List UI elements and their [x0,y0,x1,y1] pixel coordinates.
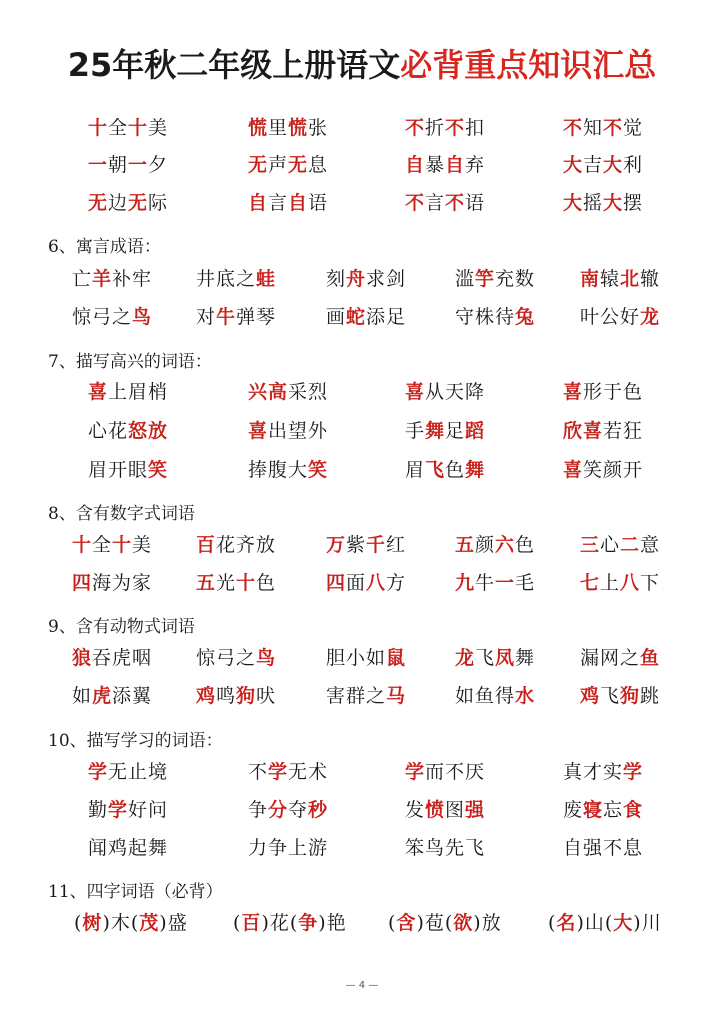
highlight-char: 大 [563,154,584,176]
phrase-item: 学无止境 [88,761,169,783]
phrase-item: 胆小如鼠 [326,647,407,669]
phrase-item: 不言不语 [405,192,486,214]
highlight-char: 十 [128,117,149,139]
phrase-item: 九牛一毛 [455,572,536,594]
phrase-item: 不知不觉 [563,117,644,139]
highlight-char: 无 [248,154,269,176]
highlight-char: 蛙 [256,268,277,290]
highlight-char: 自 [405,154,426,176]
phrase-row [0,833,724,863]
phrase-item: 三心二意 [580,534,661,556]
highlight-char: 自 [445,154,466,176]
highlight-char: 五 [455,534,476,556]
highlight-char: 大 [603,154,624,176]
highlight-char: 八 [620,572,641,594]
phrase-item: 不折不扣 [405,117,486,139]
highlight-char: 狗 [236,685,257,707]
highlight-char: 学 [108,799,129,821]
phrase-item: 井底之蛙 [196,268,277,290]
highlight-char: 争 [298,912,319,934]
highlight-char: 茂 [139,912,160,934]
highlight-char: 学 [268,761,289,783]
highlight-char: 大 [603,192,624,214]
highlight-char: 马 [386,685,407,707]
phrase-item: 如鱼得水 [455,685,536,707]
phrase-item: 慌里慌张 [248,117,329,139]
highlight-char: 一 [88,154,109,176]
phrase-item: 眉开眼笑 [88,459,169,481]
highlight-char: 无 [288,154,309,176]
phrase-item: 万紫千红 [326,534,407,556]
highlight-char: 笑 [148,459,169,481]
highlight-char: 八 [366,572,387,594]
phrase-item: 亡羊补牢 [72,268,153,290]
highlight-char: 四 [326,572,347,594]
highlight-char: 千 [366,534,387,556]
phrase-item: 惊弓之鸟 [72,306,153,328]
phrase-item: (树)木(茂)盛 [74,912,188,934]
highlight-char: 鸡 [196,685,217,707]
phrase-item: 争分夺秒 [248,799,329,821]
highlight-char: 不 [603,117,624,139]
highlight-char: 分 [268,799,289,821]
phrase-item: 龙飞凤舞 [455,647,536,669]
highlight-char: 名 [556,912,577,934]
phrase-item: 狼吞虎咽 [72,647,153,669]
phrase-item: 学而不厌 [405,761,486,783]
highlight-char: 一 [128,154,149,176]
section-heading: 7、描写高兴的词语： [48,352,212,372]
highlight-char: 不 [563,117,584,139]
highlight-char: 凤 [495,647,516,669]
highlight-char: 无 [88,192,109,214]
phrase-item: 喜从天降 [405,381,486,403]
phrase-item: 五光十色 [196,572,277,594]
highlight-char: 蹈 [465,420,486,442]
highlight-char: 六 [495,534,516,556]
title-main: 25年秋二年级上册语文 [67,46,401,84]
phrase-item: 鸡鸣狗吠 [196,685,277,707]
highlight-char: 兔 [515,306,536,328]
phrase-row [0,455,724,485]
phrase-item: 力争上游 [248,837,329,859]
phrase-item: 自言自语 [248,192,329,214]
phrase-item: 如虎添翼 [72,685,153,707]
highlight-char: 喜 [88,381,109,403]
phrase-item: 自暴自弃 [405,154,486,176]
highlight-char: 食 [623,799,644,821]
highlight-char: 自 [248,192,269,214]
phrase-item: 画蛇添足 [326,306,407,328]
phrase-item: 七上八下 [580,572,661,594]
page-number: — 4 — [345,980,379,991]
section-heading: 10、描写学习的词语： [48,731,223,751]
highlight-char: 怒放 [128,420,169,442]
phrase-item: 自强不息 [563,837,644,859]
phrase-item: 真才实学 [563,761,644,783]
phrase-item: 漏网之鱼 [580,647,661,669]
phrase-item: 不学无术 [248,761,329,783]
highlight-char: 鸡 [580,685,601,707]
phrase-item: 百花齐放 [196,534,277,556]
highlight-char: 竽 [475,268,496,290]
phrase-item: 笨鸟先飞 [405,837,486,859]
highlight-char: 愤 [425,799,446,821]
highlight-char: 学 [405,761,426,783]
highlight-char: 喜 [563,381,584,403]
highlight-char: 兴高 [248,381,289,403]
highlight-char: 九 [455,572,476,594]
phrase-item: (百)花(争)艳 [233,912,347,934]
highlight-char: 羊 [92,268,113,290]
highlight-char: 龙 [455,647,476,669]
highlight-char: 四 [72,572,93,594]
phrase-row [0,908,724,938]
highlight-char: 大 [563,192,584,214]
highlight-char: 五 [196,572,217,594]
highlight-char: 学 [623,761,644,783]
highlight-char: 喜 [563,459,584,481]
highlight-char: 十 [112,534,133,556]
highlight-char: 不 [405,192,426,214]
phrase-row [0,188,724,218]
highlight-char: 秒 [308,799,329,821]
highlight-char: 喜 [248,420,269,442]
highlight-char: 三 [580,534,601,556]
highlight-char: 不 [405,117,426,139]
phrase-item: 眉飞色舞 [405,459,486,481]
highlight-char: 舞 [465,459,486,481]
phrase-item: 十全十美 [88,117,169,139]
highlight-char: 鸟 [256,647,277,669]
phrase-row [0,795,724,825]
highlight-char: 慌 [288,117,309,139]
section-heading: 8、含有数字式词语 [48,504,195,524]
phrase-row [0,377,724,407]
section-heading: 6、寓言成语： [48,237,161,257]
phrase-row [0,530,724,560]
phrase-row [0,643,724,673]
phrase-item: 四面八方 [326,572,407,594]
phrase-row [0,757,724,787]
highlight-char: 万 [326,534,347,556]
highlight-char: 二 [620,534,641,556]
highlight-char: 喜 [405,381,426,403]
highlight-char: 十 [236,572,257,594]
highlight-char: 无 [128,192,149,214]
highlight-char: 舞 [425,420,446,442]
highlight-char: 北 [620,268,641,290]
highlight-char: 百 [241,912,262,934]
highlight-char: 欲 [453,912,474,934]
phrase-item: 对牛弹琴 [196,306,277,328]
phrase-item: 大摇大摆 [563,192,644,214]
phrase-item: 五颜六色 [455,534,536,556]
phrase-row [0,150,724,180]
phrase-item: 喜笑颜开 [563,459,644,481]
phrase-item: (名)山(大)川 [548,912,662,934]
phrase-item: 捧腹大笑 [248,459,329,481]
highlight-char: 鼠 [386,647,407,669]
phrase-item: 南辕北辙 [580,268,661,290]
highlight-char: 狗 [620,685,641,707]
highlight-char: 蛇 [346,306,367,328]
phrase-row [0,681,724,711]
phrase-item: 大吉大利 [563,154,644,176]
phrase-item: 滥竽充数 [455,268,536,290]
phrase-row [0,264,724,294]
highlight-char: 七 [580,572,601,594]
highlight-char: 欣喜 [563,420,604,442]
phrase-row [0,113,724,143]
phrase-item: 兴高采烈 [248,381,329,403]
highlight-char: 慌 [248,117,269,139]
phrase-item: 喜上眉梢 [88,381,169,403]
section-heading: 11、四字词语（必背） [48,882,223,902]
highlight-char: 学 [88,761,109,783]
highlight-char: 狼 [72,647,93,669]
highlight-char: 鸟 [132,306,153,328]
highlight-char: 舟 [346,268,367,290]
phrase-item: 勤学好问 [88,799,169,821]
highlight-char: 虎 [92,685,113,707]
phrase-item: 惊弓之鸟 [196,647,277,669]
phrase-item: 一朝一夕 [88,154,169,176]
phrase-item: 刻舟求剑 [326,268,407,290]
phrase-item: 欣喜若狂 [563,420,644,442]
highlight-char: 水 [515,685,536,707]
phrase-item: 发愤图强 [405,799,486,821]
highlight-char: 含 [396,912,417,934]
phrase-item: 十全十美 [72,534,153,556]
highlight-char: 飞 [425,459,446,481]
highlight-char: 牛 [216,306,237,328]
highlight-char: 鱼 [640,647,661,669]
phrase-item: 喜出望外 [248,420,329,442]
phrase-item: 四海为家 [72,572,153,594]
phrase-item: 手舞足蹈 [405,420,486,442]
phrase-row [0,568,724,598]
phrase-item: 心花怒放 [88,420,169,442]
phrase-row [0,302,724,332]
title-highlight: 必背重点知识汇总 [400,46,657,84]
phrase-item: 喜形于色 [563,381,644,403]
highlight-char: 不 [445,117,466,139]
phrase-item: 无声无息 [248,154,329,176]
highlight-char: 十 [88,117,109,139]
phrase-item: 守株待兔 [455,306,536,328]
phrase-item: 闻鸡起舞 [88,837,169,859]
highlight-char: 大 [613,912,634,934]
phrase-item: (含)苞(欲)放 [388,912,502,934]
phrase-item: 废寝忘食 [563,799,644,821]
phrase-row [0,416,724,446]
highlight-char: 强 [465,799,486,821]
phrase-item: 无边无际 [88,192,169,214]
highlight-char: 一 [495,572,516,594]
phrase-item: 害群之马 [326,685,407,707]
highlight-char: 不 [445,192,466,214]
highlight-char: 自 [288,192,309,214]
highlight-char: 十 [72,534,93,556]
highlight-char: 龙 [640,306,661,328]
page-title [0,40,724,86]
highlight-char: 百 [196,534,217,556]
phrase-item: 鸡飞狗跳 [580,685,661,707]
highlight-char: 树 [82,912,103,934]
section-heading: 9、含有动物式词语 [48,617,195,637]
highlight-char: 寝 [583,799,604,821]
highlight-char: 笑 [308,459,329,481]
phrase-item: 叶公好龙 [580,306,661,328]
highlight-char: 南 [580,268,601,290]
